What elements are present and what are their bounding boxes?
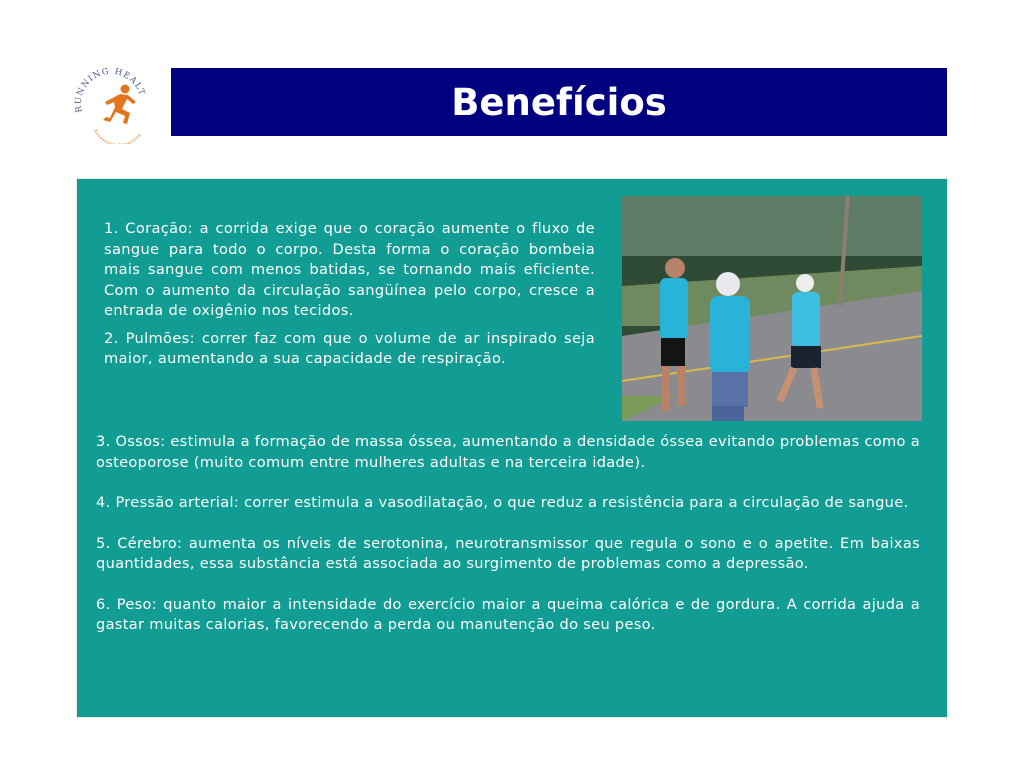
runners-photo: [622, 196, 922, 421]
page-title: Benefícios: [451, 80, 667, 124]
benefit-item: 5. Cérebro: aumenta os níveis de serotonina, neurotransmissor que regula o sono e o apetite. Em baixas quantidades, essa substância está associada ao surgimento de problemas como a depressão.: [96, 534, 920, 572]
text-block-top: [104, 219, 595, 377]
title-bar: [171, 68, 947, 136]
running-health-logo: [70, 62, 152, 144]
svg-text:Assessoria Esportiva: [92, 127, 143, 144]
benefit-item: 4. Pressão arterial: correr estimula a vasodilatação, o que reduz a resistência para a circulação de sangue.: [96, 494, 909, 511]
svg-text:RUNNING HEALTH: [70, 62, 147, 113]
runner-icon: [103, 85, 136, 125]
logo-text-bottom: Assesso ortiva: [92, 128, 143, 144]
logo-text-top: RUNNING HEALT: [73, 66, 147, 114]
text-block-bottom: [96, 432, 920, 656]
benefit-item: 3. Ossos: estimula a formação de massa óssea, aumentando a densidade óssea evitando problemas como a osteoporose (muito comum entre mulheres adultas e na terceira idade).: [96, 433, 920, 471]
benefit-item: 2. Pulmões: correr faz com que o volume de ar inspirado seja maior, aumentando a sua capacidade de respiração.: [104, 329, 595, 367]
benefit-item: 1. Coração: a corrida exige que o coração aumente o fluxo de sangue para todo o corpo. Desta forma o coração bombeia mais sangue com menos batidas, se tornando mais eficiente. Com o aumento da circulação sangüínea pelo corpo, cresce a entrada de oxigênio nos tecidos.: [104, 220, 595, 319]
benefit-item: 6. Peso: quanto maior a intensidade do exercício maior a queima calórica e de gordura. A corrida ajuda a gastar muitas calorias, favorecendo a perda ou manutenção do seu peso.: [96, 595, 920, 633]
